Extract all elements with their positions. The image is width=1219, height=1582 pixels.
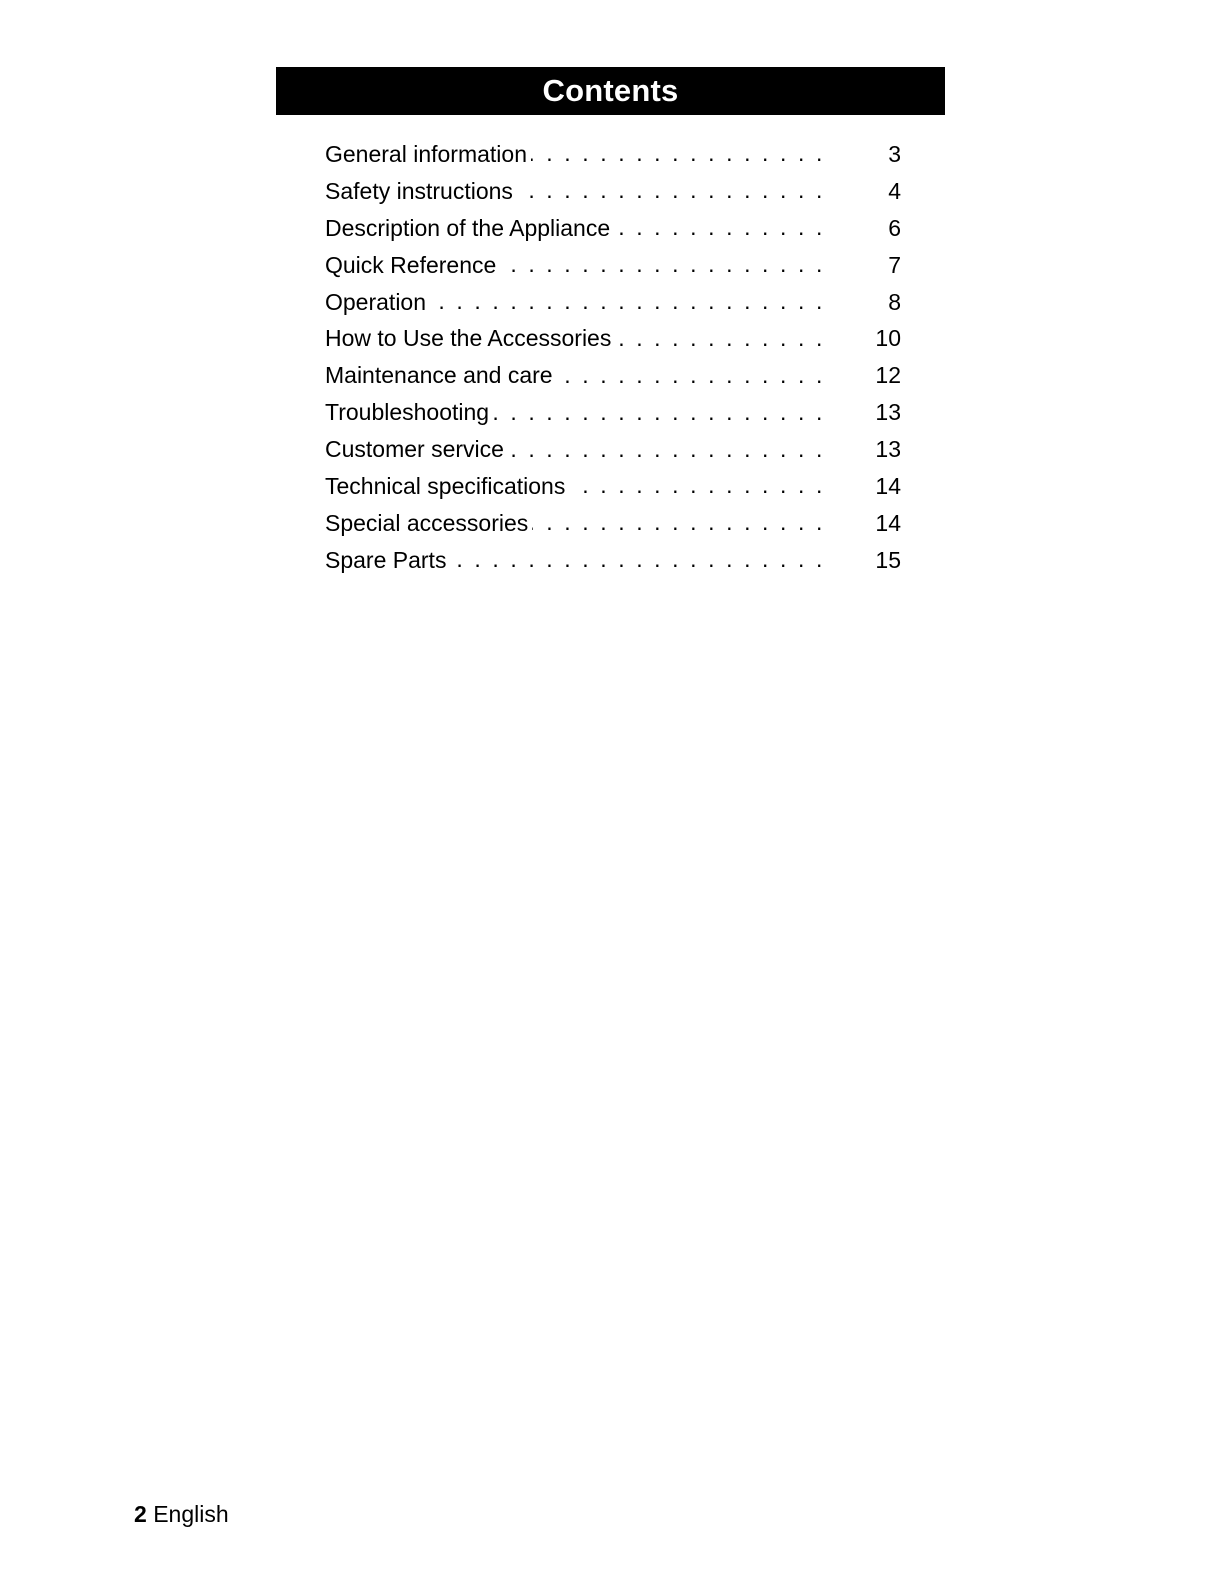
toc-entry-page: 7 <box>888 251 901 278</box>
toc-entry-page: 8 <box>888 288 901 315</box>
toc-entry-page: 15 <box>875 546 901 573</box>
toc-entry-page: 3 <box>888 140 901 167</box>
footer-language: English <box>153 1501 229 1527</box>
toc-entry-label: Maintenance and care <box>325 362 553 389</box>
toc-entry-label: Customer service <box>325 436 504 463</box>
toc-entry[interactable] <box>325 173 901 210</box>
toc-entry-page: 14 <box>875 472 901 499</box>
toc-entry-page: 13 <box>875 399 901 426</box>
dot-leader <box>517 177 825 205</box>
toc-entry[interactable] <box>325 210 901 247</box>
page-footer <box>134 1501 229 1528</box>
table-of-contents <box>325 136 901 579</box>
dot-leader <box>557 362 825 390</box>
page-title: Contents <box>542 73 679 108</box>
toc-entry[interactable] <box>325 284 901 321</box>
dot-leader <box>532 509 825 537</box>
toc-entry-label: How to Use the Accessories <box>325 325 612 352</box>
toc-entry-label: Special accessories <box>325 509 529 536</box>
toc-entry-page: 12 <box>875 362 901 389</box>
footer-page-number: 2 <box>134 1501 147 1527</box>
toc-entry-label: General information <box>325 140 527 167</box>
dot-leader <box>508 436 825 464</box>
toc-entry-label: Spare Parts <box>325 546 447 573</box>
toc-entry-label: Description of the Appliance <box>325 214 611 241</box>
dot-leader <box>493 399 825 427</box>
toc-entry[interactable] <box>325 505 901 542</box>
toc-entry[interactable] <box>325 542 901 579</box>
toc-entry-page: 10 <box>875 325 901 352</box>
contents-title-bar <box>276 67 945 115</box>
toc-entry-label: Safety instructions <box>325 177 513 204</box>
toc-entry-page: 4 <box>888 177 901 204</box>
toc-entry[interactable] <box>325 394 901 431</box>
toc-entry[interactable] <box>325 247 901 284</box>
dot-leader <box>614 214 825 242</box>
toc-entry[interactable] <box>325 431 901 468</box>
toc-entry-label: Technical specifications <box>325 472 566 499</box>
toc-entry[interactable] <box>325 468 901 505</box>
dot-leader <box>500 251 825 279</box>
dot-leader <box>569 472 825 500</box>
dot-leader <box>615 325 825 353</box>
dot-leader <box>450 546 825 574</box>
dot-leader <box>531 140 825 168</box>
toc-entry-page: 14 <box>875 509 901 536</box>
toc-entry[interactable] <box>325 357 901 394</box>
dot-leader <box>430 288 825 316</box>
toc-entry[interactable] <box>325 320 901 357</box>
toc-entry-label: Quick Reference <box>325 251 497 278</box>
toc-entry-label: Operation <box>325 288 427 315</box>
toc-entry-page: 6 <box>888 214 901 241</box>
toc-entry-page: 13 <box>875 436 901 463</box>
toc-entry[interactable] <box>325 136 901 173</box>
toc-entry-label: Troubleshooting <box>325 399 490 426</box>
